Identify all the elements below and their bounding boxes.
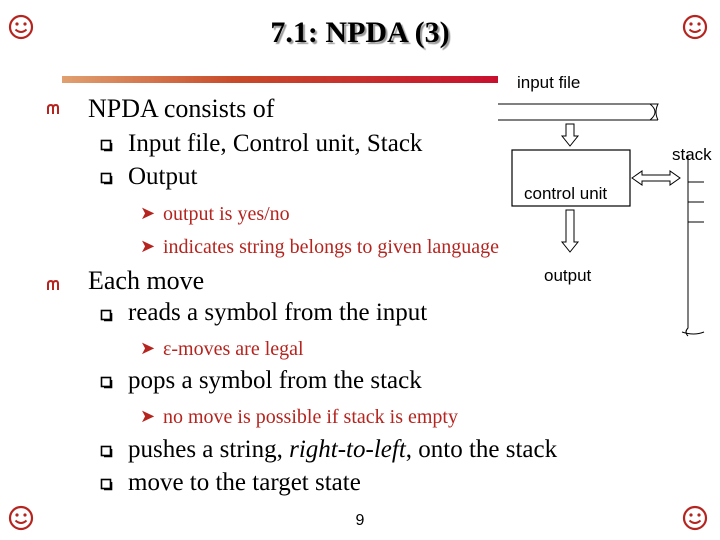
arrow-bullet-icon: ➤	[140, 338, 156, 358]
note-text: no move is possible if stack is empty	[163, 406, 458, 428]
sub-bullet-text: Output	[128, 163, 198, 190]
bullet-marker-icon	[44, 276, 62, 294]
bullet-marker-icon	[44, 100, 62, 118]
page-number: 9	[355, 512, 365, 529]
bullet-text: Each move	[88, 266, 205, 295]
input-file-label: input file	[517, 73, 581, 92]
title-underline	[62, 76, 498, 83]
text-segment: , onto the stack	[405, 436, 558, 463]
note-text: ε-moves are legal	[163, 338, 304, 360]
checkbox-bullet-icon	[100, 172, 113, 185]
control-unit-label: control unit	[524, 184, 608, 203]
bullet-text: NPDA consists of	[88, 94, 275, 123]
output-label: output	[544, 266, 592, 285]
sub-bullet-text: pops a symbol from the stack	[128, 367, 422, 394]
note-text: indicates string belongs to given language	[163, 236, 500, 258]
sub-bullet-text: move to the target state	[128, 469, 361, 496]
checkbox-bullet-icon	[100, 309, 113, 322]
arrow-bullet-icon: ➤	[140, 236, 156, 256]
arrow-bullet-icon: ➤	[140, 406, 156, 426]
note-text: output is yes/no	[163, 203, 290, 225]
arrow-bullet-icon: ➤	[140, 203, 156, 223]
checkbox-bullet-icon	[100, 139, 113, 152]
slide-title: 7.1: NPDA (3)	[270, 16, 450, 49]
text-segment: pushes a string,	[128, 436, 290, 463]
checkbox-bullet-icon	[100, 376, 113, 389]
npda-diagram	[490, 70, 720, 350]
italic-segment: right-to-left	[289, 436, 406, 463]
sub-bullet-text	[128, 436, 557, 464]
checkbox-bullet-icon	[100, 445, 113, 458]
sub-bullet-text: Input file, Control unit, Stack	[128, 130, 423, 157]
checkbox-bullet-icon	[100, 478, 113, 491]
stack-label: stack	[672, 145, 712, 164]
sub-bullet-text: reads a symbol from the input	[128, 299, 428, 326]
